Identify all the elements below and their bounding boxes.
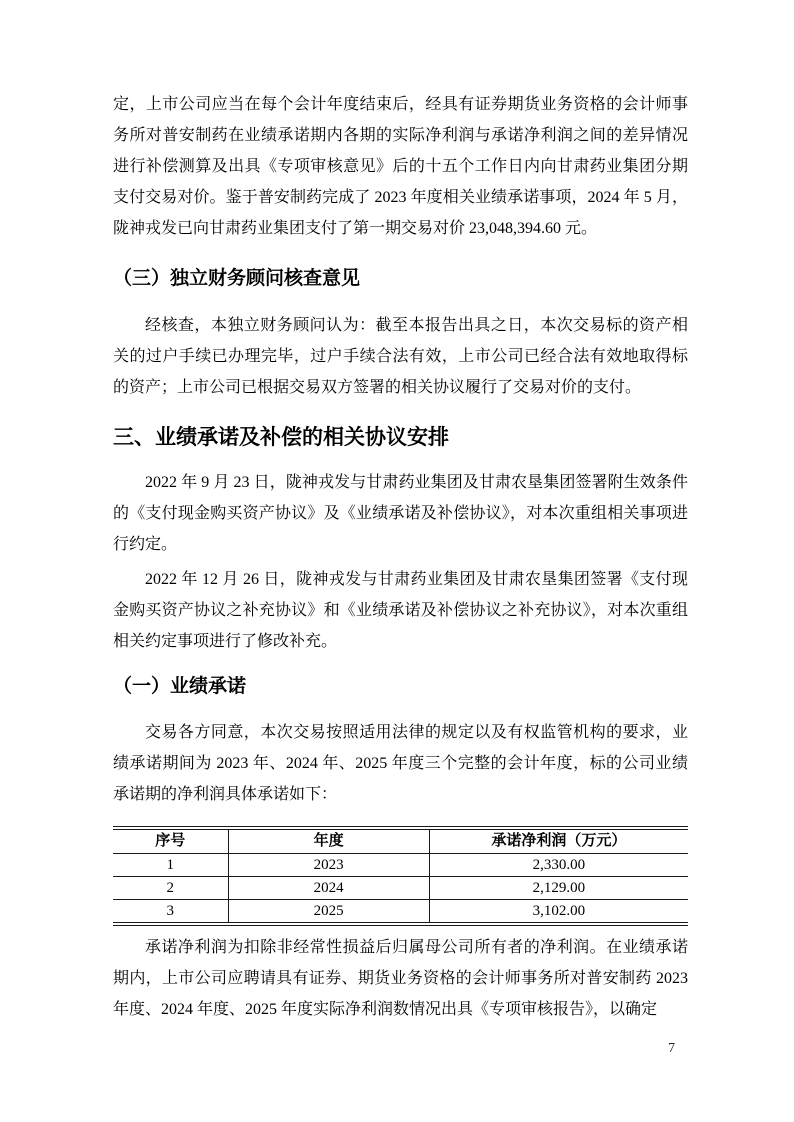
table-cell: 2023 <box>228 853 429 876</box>
heading-performance-commitment: （一）业绩承诺 <box>113 676 247 697</box>
table-cell: 3,102.00 <box>429 899 688 922</box>
table-row <box>113 899 688 922</box>
table-row <box>113 853 688 876</box>
table-cell: 2,330.00 <box>429 853 688 876</box>
table-row <box>113 876 688 899</box>
table-header-row <box>113 830 688 853</box>
table-cell: 2,129.00 <box>429 876 688 899</box>
paragraph-payment-continuation: 定，上市公司应当在每个会计年度结束后，经具有证券期货业务资格的会计师事务所对普安制药在业绩承诺期内各期的实际净利润与承诺净利润之间的差异情况进行补偿测算及出具《专项审核意见》后的十五个工作日内向甘肃药业集团分期支付交易对价。鉴于普安制药完成了 2023 年度相关业绩承诺事项，2024 年 5 月，陇神戎发已向甘肃药业集团支付了第一期交易对价 23,048,394.60 元。 <box>113 96 688 237</box>
table-cell: 1 <box>113 853 228 876</box>
table-cell: 3 <box>113 899 228 922</box>
table-cell: 2 <box>113 876 228 899</box>
heading-advisor-opinion: （三）独立财务顾问核查意见 <box>113 268 361 289</box>
heading-performance-commitment-arrangements: 三、业绩承诺及补偿的相关协议安排 <box>113 426 449 449</box>
paragraph-commitment-intro: 交易各方同意，本次交易按照适用法律的规定以及有权监管机构的要求，业绩承诺期间为 2023 年、2024 年、2025 年度三个完整的会计年度，标的公司业绩承诺期的净利润具体承诺如下： <box>113 724 688 803</box>
paragraph-agreement-2022-09: 2022 年 9 月 23 日，陇神戎发与甘肃药业集团及甘肃农垦集团签署附生效条件的《支付现金购买资产协议》及《业绩承诺及补偿协议》，对本次重组相关事项进行约定。 <box>113 474 688 553</box>
table-cell: 2025 <box>228 899 429 922</box>
profit-commitment-table <box>113 830 688 922</box>
page-number: 7 <box>668 1040 675 1055</box>
paragraph-commitment-note: 承诺净利润为扣除非经常性损益后归属母公司所有者的净利润。在业绩承诺期内，上市公司应聘请具有证券、期货业务资格的会计师事务所对普安制药 2023 年度、2024 年度、2025 年度实际净利润数情况出具《专项审核报告》，以确定 <box>113 939 688 1018</box>
paragraph-advisor-opinion: 经核查，本独立财务顾问认为：截至本报告出具之日，本次交易标的资产相关的过户手续已办理完毕，过户手续合法有效，上市公司已经合法有效地取得标的资产；上市公司已根据交易双方签署的相关协议履行了交易对价的支付。 <box>113 317 688 396</box>
table-header-seq: 序号 <box>113 830 228 853</box>
table-cell: 2024 <box>228 876 429 899</box>
page-content <box>113 0 688 1057</box>
table-header-profit: 承诺净利润（万元） <box>429 830 688 853</box>
paragraph-agreement-2022-12: 2022 年 12 月 26 日，陇神戎发与甘肃药业集团及甘肃农垦集团签署《支付现金购买资产协议之补充协议》和《业绩承诺及补偿协议之补充协议》，对本次重组相关约定事项进行了修改补充。 <box>113 571 688 650</box>
profit-commitment-table-wrapper <box>113 826 688 926</box>
table-body <box>113 853 688 922</box>
table-header-year: 年度 <box>228 830 429 853</box>
